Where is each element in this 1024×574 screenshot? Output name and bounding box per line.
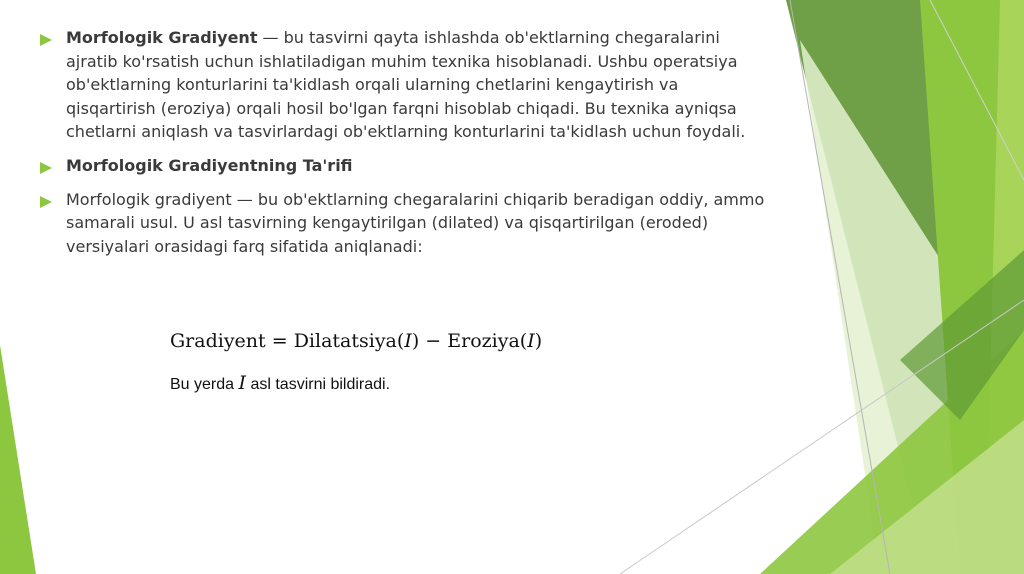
- note-after: asl tasvirni bildiradi.: [246, 376, 391, 393]
- note-before: Bu yerda: [170, 376, 239, 393]
- bullet-body: Morfologik gradiyent — bu ob'ektlarning chegaralarini chiqarib beradigan oddiy, ammo samarali usul. U asl tasvirning kengaytirilgan (dilated) va qisqartirilgan (eroded) versiyalari orasidagi farq sifatida aniqlanadi:: [66, 189, 765, 256]
- bullet-text: [66, 26, 770, 144]
- formula-equals: =: [265, 330, 294, 352]
- bullet-body: — bu tasvirni qayta ishlashda ob'ektlarning chegaralarini ajratib ko'rsatish uchun ishlatiladigan muhim texnika hisoblanadi. Ushbu operatsiya ob'ektlarning konturlarini ta'kidlash orqali ularning chetlarini kengaytirish va qisqartirish (eroziya) orqali hosil bo'lgan farqni hisoblab chiqadi. Bu texnika ayniqsa chetlarni aniqlash va tasvirlardagi ob'ektlarning konturlarini ta'kidlash uchun foydali.: [66, 28, 746, 141]
- bullet-bold-term: Morfologik Gradiyent: [66, 28, 258, 47]
- formula-lhs: Gradiyent: [170, 330, 266, 352]
- formula-paren: ): [534, 330, 543, 352]
- formula-minus: −: [419, 330, 448, 352]
- formula-note: [170, 372, 390, 394]
- bullet-list: [40, 26, 770, 268]
- note-variable: I: [238, 372, 246, 394]
- bullet-item: [40, 188, 770, 259]
- bullet-arrow-icon: [40, 26, 66, 50]
- left-accent-shape: [0, 345, 36, 574]
- formula: [170, 330, 542, 352]
- bullet-text: [66, 154, 353, 178]
- formula-paren: ): [411, 330, 420, 352]
- formula-term-dilation: Dilatatsiya(: [293, 330, 405, 352]
- formula-term-erosion: Eroziya(: [447, 330, 528, 352]
- bullet-text: [66, 188, 770, 259]
- formula-variable: I: [404, 330, 412, 352]
- bullet-bold-term: Morfologik Gradiyentning Ta'rifi: [66, 155, 353, 175]
- formula-variable: I: [527, 330, 535, 352]
- bullet-item: [40, 26, 770, 144]
- bullet-arrow-icon: [40, 188, 66, 212]
- bullet-arrow-icon: [40, 154, 66, 178]
- bullet-item: [40, 154, 770, 178]
